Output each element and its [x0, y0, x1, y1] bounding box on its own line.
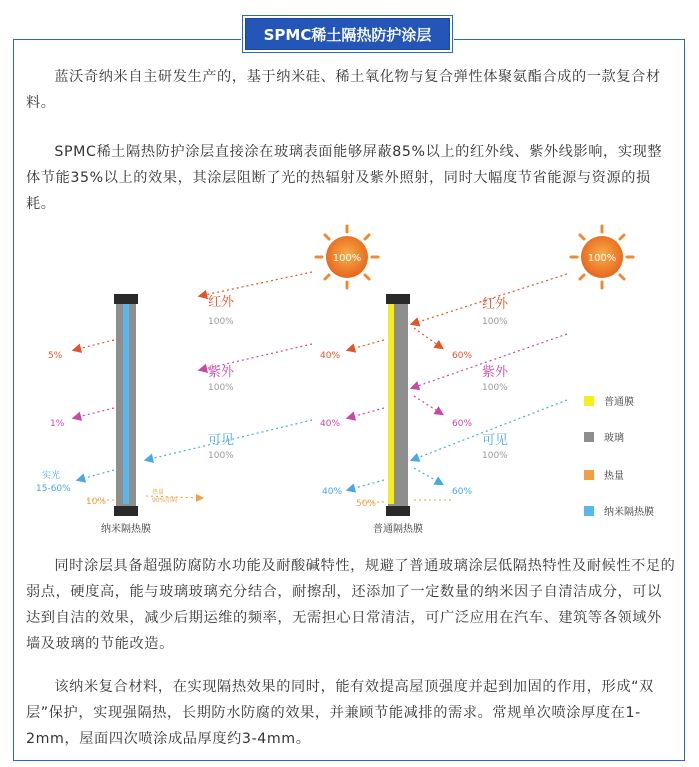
- uv-transmitted-right: 40%: [320, 419, 341, 429]
- visible-reflected-arrow-right: [414, 468, 442, 484]
- glass-cap-bottom-right: [386, 506, 410, 516]
- title-banner: [241, 14, 454, 54]
- visible-transmitted-arrow-left: [78, 470, 114, 480]
- nano-film-layer: [123, 300, 129, 504]
- visible-label-left: 可见: [208, 433, 235, 448]
- caption-nano-film: 纳米隔热膜: [101, 524, 151, 535]
- legend: [584, 395, 654, 518]
- glass-cap-bottom-left: [114, 506, 138, 516]
- heat-transmitted-right: 50%: [356, 499, 377, 509]
- uv-transmitted-arrow-left: [74, 408, 114, 418]
- paragraph-durability: 同时涂层具备超强防腐防水功能及耐酸碱特性，规避了普通玻璃涂层低隔热特性及耐候性不足的弱点，硬度高，能与玻璃玻璃充分结合，耐擦刮，还添加了一定数量的纳米因子自清洁成分，可以达到自洁的效果，减少后期运维的频率，无需担心日常清洁，可广泛应用在汽车、建筑等各领域外墙及玻璃的节能改造。: [26, 558, 676, 652]
- legend-label-glass: 玻璃: [604, 433, 624, 444]
- legend-swatch-nano-film: [584, 506, 594, 516]
- infrared-incoming-arrow-left: [200, 272, 312, 296]
- sun-icon-right: [571, 226, 633, 288]
- sun-label-left: 100%: [332, 253, 362, 264]
- uv-label-left: 紫外: [208, 365, 235, 380]
- legend-swatch-plain-film: [584, 396, 594, 406]
- sun-icon-left: [316, 226, 378, 288]
- visible-incoming-left: 100%: [208, 451, 234, 461]
- infrared-transmitted-right: 40%: [320, 351, 341, 361]
- infrared-incoming-right: 100%: [482, 317, 508, 327]
- page-title: SPMC稀土隔热防护涂层: [245, 18, 450, 50]
- infrared-transmitted-arrow-left: [74, 340, 114, 350]
- uv-transmitted-arrow-right: [348, 408, 384, 418]
- uv-label-right: 紫外: [482, 365, 509, 380]
- sun-label-right: 100%: [587, 253, 617, 264]
- uv-incoming-left: 100%: [208, 383, 234, 393]
- legend-label-plain-film: 普通膜: [604, 397, 634, 408]
- infrared-reflected-right: 60%: [452, 351, 473, 361]
- heat-note-left-1: 热量: [152, 489, 165, 496]
- uv-incoming-right: 100%: [482, 383, 508, 393]
- legend-swatch-heat: [584, 470, 594, 480]
- heat-transmitted-left: 10%: [86, 497, 107, 507]
- infrared-reflected-arrow-right: [414, 328, 442, 348]
- visible-incoming-right: 100%: [482, 451, 508, 461]
- visible-reflected-right: 60%: [452, 487, 473, 497]
- uv-transmitted-left: 1%: [50, 419, 65, 429]
- visible-transmitted-right: 40%: [322, 487, 343, 497]
- paragraph-performance: SPMC稀土隔热防护涂层直接涂在玻璃表面能够屏蔽85%以上的红外线、紫外线影响，实现整体节能35%以上的效果，其涂层阻断了光的热辐射及紫外照射，同时大幅度节省能源与资源的损耗。: [26, 144, 663, 212]
- infrared-transmitted-left: 5%: [48, 351, 63, 361]
- legend-swatch-glass: [584, 432, 594, 442]
- plain-film-layer: [388, 300, 394, 504]
- caption-plain-film: 普通隔热膜: [373, 524, 423, 535]
- heat-note-left-2: 90%阻隔: [152, 497, 178, 504]
- uv-reflected-arrow-right: [414, 396, 442, 414]
- uv-reflected-right: 60%: [452, 419, 473, 429]
- infrared-incoming-left: 100%: [208, 317, 234, 327]
- visible-transmitted-left-1: 实光: [42, 471, 61, 481]
- infrared-label-right: 红外: [482, 297, 509, 312]
- legend-label-heat: 热量: [604, 471, 624, 482]
- glass-cap-top-left: [114, 294, 138, 304]
- glass-cap-top-right: [386, 294, 410, 304]
- infrared-label-left: 红外: [208, 295, 235, 310]
- paragraph-intro: 蓝沃奇纳米自主研发生产的，基于纳米硅、稀土氧化物与复合弹性体聚氨酯合成的一款复合材料。: [26, 69, 661, 111]
- visible-transmitted-left-2: 15-60%: [36, 484, 71, 494]
- infrared-transmitted-arrow-right: [348, 340, 384, 350]
- paragraph-roof: 该纳米复合材料，在实现隔热效果的同时，能有效提高屋顶强度并起到加固的作用，形成“双层”保护，实现强隔热，长期防水防腐的效果，并兼顾节能减排的需求。常规单次喷涂厚度在1-2mm，屋面四次喷涂成品厚度约3-4mm。: [26, 679, 654, 747]
- legend-label-nano-film: 纳米隔热膜: [604, 507, 654, 518]
- heat-insulation-diagram: [22, 224, 678, 546]
- visible-transmitted-arrow-right: [348, 480, 384, 490]
- visible-label-right: 可见: [482, 433, 509, 448]
